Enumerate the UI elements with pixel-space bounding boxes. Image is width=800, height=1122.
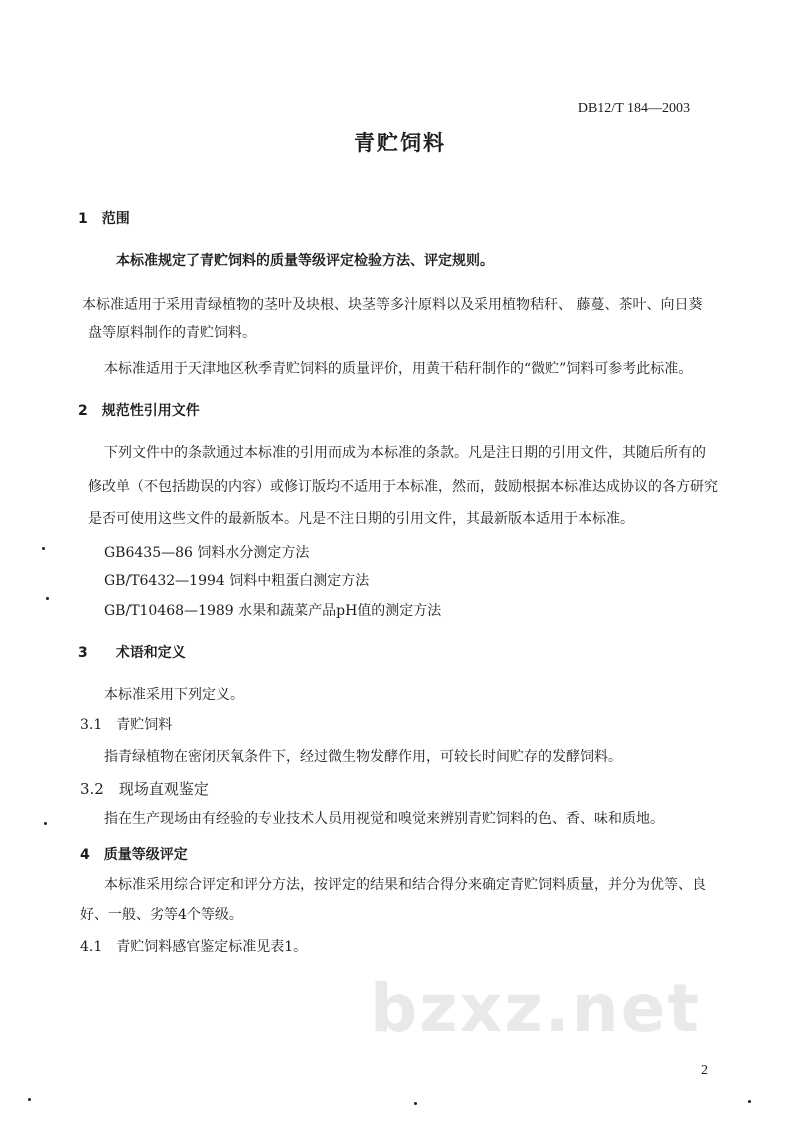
section-4-paragraph-line-1: 本标准采用综合评定和评分方法，按评定的结果和结合得分来确定青贮饲料质量，并分为优等、良 [104, 877, 706, 893]
term-3-2-heading: 3.2 现场直观鉴定 [80, 780, 209, 798]
clause-4-1: 4.1 青贮饲料感官鉴定标准见表1。 [80, 939, 308, 955]
section-2-paragraph-line-2: 修改单（不包括勘误的内容）或修订版均不适用于本标准，然而，鼓励根据本标准达成协议的各方研究 [88, 479, 718, 495]
standard-number: DB12/T 184—2003 [577, 101, 690, 116]
section-1-paragraph-1: 本标准规定了青贮饲料的质量等级评定检验方法、评定规则。 [116, 253, 494, 269]
section-2-heading: 2 规范性引用文件 [78, 403, 200, 419]
scan-speck [748, 1100, 751, 1103]
scan-speck [42, 547, 45, 550]
reference-item: GB6435—86 饲料水分测定方法 [104, 545, 310, 561]
section-3-heading: 3 术语和定义 [78, 645, 186, 661]
section-1-paragraph-2-line-1: 本标准适用于采用青绿植物的茎叶及块根、块茎等多汁原料以及采用植物秸秆、 藤蔓、茶叶、向日葵 [82, 297, 703, 313]
term-3-1-definition: 指青绿植物在密闭厌氧条件下，经过微生物发酵作用，可较长时间贮存的发酵饲料。 [104, 749, 622, 765]
watermark: bzxz.net [370, 970, 702, 1047]
section-1-heading: 1 范围 [78, 211, 130, 227]
section-4-paragraph-line-2: 好、一般、劣等4个等级。 [80, 907, 243, 923]
section-2-paragraph-line-1: 下列文件中的条款通过本标准的引用而成为本标准的条款。凡是注日期的引用文件，其随后所有的 [104, 445, 706, 461]
scan-speck [44, 822, 47, 825]
scan-speck [46, 597, 49, 600]
section-1-paragraph-3: 本标准适用于天津地区秋季青贮饲料的质量评价，用黄干秸秆制作的“微贮”饲料可参考此标准。 [104, 361, 693, 377]
scan-speck [414, 1102, 417, 1105]
document-title: 青贮饲料 [354, 131, 446, 155]
section-2-paragraph-line-3: 是否可使用这些文件的最新版本。凡是不注日期的引用文件，其最新版本适用于本标准。 [88, 511, 634, 527]
section-3-paragraph: 本标准采用下列定义。 [104, 687, 244, 703]
scan-speck [28, 1098, 31, 1101]
term-3-2-definition: 指在生产现场由有经验的专业技术人员用视觉和嗅觉来辨别青贮饲料的色、香、味和质地。 [104, 811, 664, 827]
reference-item: GB/T10468—1989 水果和蔬菜产品pH值的测定方法 [104, 603, 442, 619]
page-number: 2 [701, 1063, 708, 1078]
section-4-heading: 4 质量等级评定 [80, 847, 188, 863]
section-1-paragraph-2-line-2: 盘等原料制作的青贮饲料。 [88, 325, 256, 341]
reference-item: GB/T6432—1994 饲料中粗蛋白测定方法 [104, 573, 370, 589]
term-3-1-heading: 3.1 青贮饲料 [80, 717, 173, 733]
